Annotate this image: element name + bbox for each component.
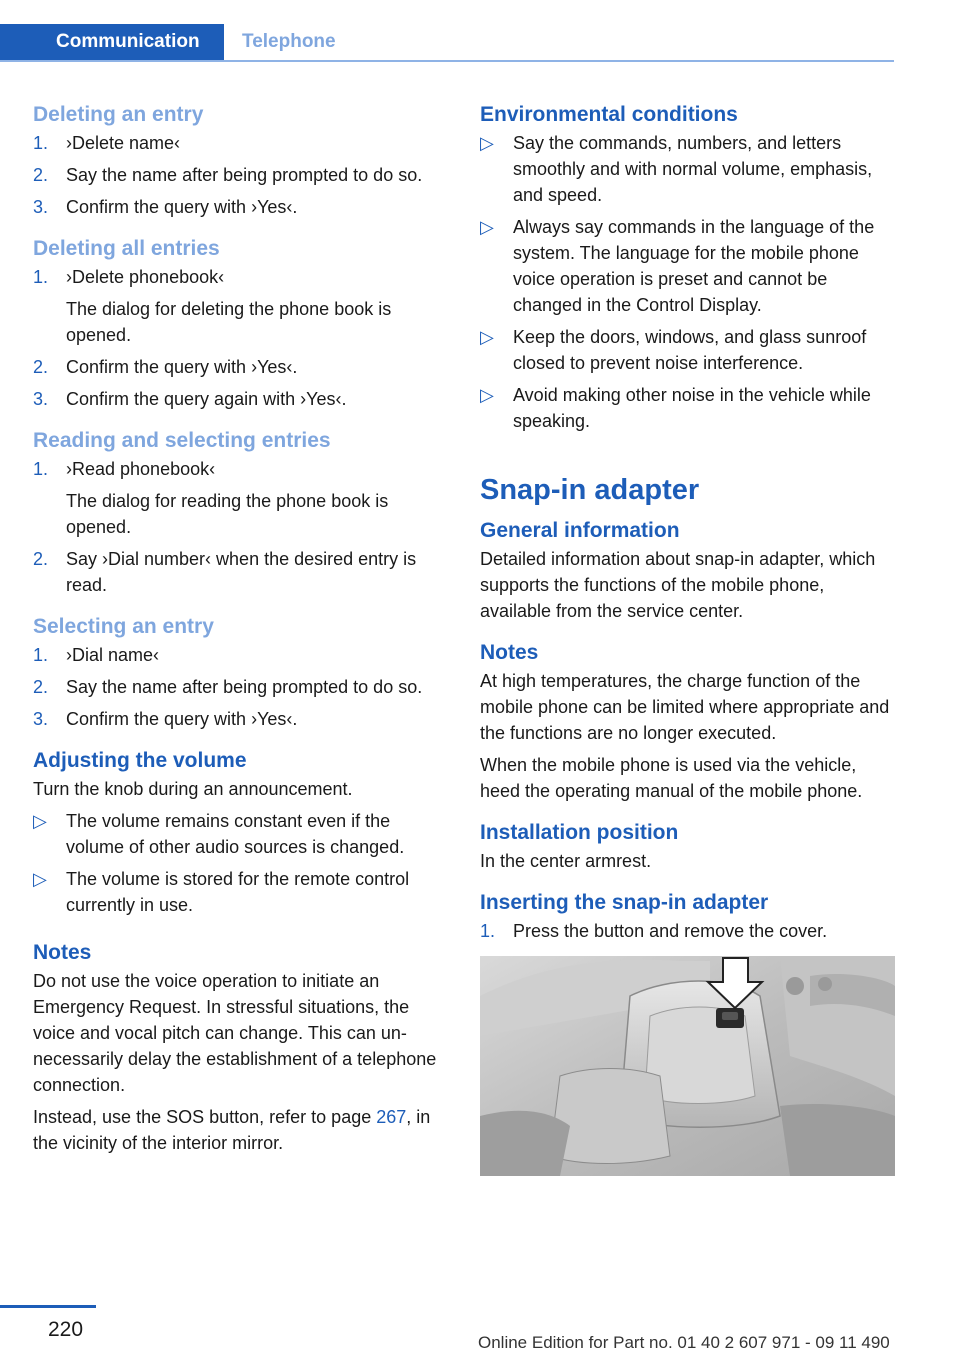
step-number: 1. — [33, 267, 49, 287]
list-item — [33, 674, 451, 700]
list-item — [33, 130, 451, 156]
heading-adjusting-volume: Adjusting the volume — [33, 749, 247, 772]
step-text: ›Delete phonebook‹ — [66, 267, 225, 287]
left-column — [33, 100, 451, 1156]
heading-general-information: General information — [480, 519, 680, 542]
bullet-text: Avoid making other noise in the vehicle while speaking. — [513, 385, 871, 431]
notes-paragraph-2: When the mobile phone is used via the vehicle, heed the operating manual of the mobile phone. — [480, 755, 863, 801]
step-text: Confirm the query again with ›Yes‹. — [66, 389, 347, 409]
heading-selecting-entry: Selecting an entry — [33, 615, 214, 638]
step-subtext: The dialog for reading the phone book is opened. — [66, 491, 389, 537]
list-item — [33, 264, 451, 348]
step-number: 3. — [33, 389, 49, 409]
bullet-text: Say the commands, numbers, and letters smoothly and with normal volume, emphasis, and speed. — [513, 133, 873, 205]
heading-deleting-entry: Deleting an entry — [33, 103, 204, 126]
heading-deleting-all: Deleting all entries — [33, 237, 220, 260]
step-text: Press the button and remove the cover. — [513, 921, 828, 941]
step-text: Confirm the query with ›Yes‹. — [66, 197, 298, 217]
notes-paragraph-1: At high temperatures, the charge function of the mobile phone can be limited where appropriate and the functions are no longer executed. — [480, 671, 890, 743]
notes-text: , in the vicinity of the interior mirror. — [33, 1107, 431, 1153]
heading-environmental-conditions: Environmental conditions — [480, 103, 738, 126]
volume-bullets — [33, 808, 451, 918]
step-number: 2. — [33, 677, 49, 697]
list-item — [33, 706, 451, 732]
bullet-text: Keep the doors, windows, and glass sunroof closed to prevent noise interference. — [513, 327, 867, 373]
list-item — [33, 866, 451, 918]
triangle-bullet-icon: ▷ — [33, 869, 47, 889]
step-text: Confirm the query with ›Yes‹. — [66, 357, 298, 377]
volume-intro: Turn the knob during an announcement. — [33, 779, 353, 799]
step-number: 2. — [33, 357, 49, 377]
edition-text: Online Edition for Part no. 01 40 2 607 971 - 09 11 490 — [478, 1333, 890, 1352]
step-subtext: The dialog for deleting the phone book is opened. — [66, 299, 392, 345]
right-column — [480, 100, 898, 1176]
section-tab-telephone[interactable]: Telephone — [242, 31, 336, 52]
step-number: 1. — [480, 921, 496, 941]
steps-inserting — [480, 918, 898, 944]
steps-selecting — [33, 642, 451, 732]
heading-installation-position: Installation position — [480, 821, 679, 844]
list-item — [33, 386, 451, 412]
list-item — [33, 808, 451, 860]
bullet-text: Always say commands in the language of the system. The language for the mobile phone voice operation is preset and cannot be changed in the Control Display. — [513, 217, 875, 315]
steps-deleting-entry — [33, 130, 451, 220]
list-item — [33, 642, 451, 668]
section-tab-communication[interactable]: Communication — [0, 24, 224, 60]
triangle-bullet-icon: ▷ — [33, 811, 47, 831]
step-number: 1. — [33, 459, 49, 479]
heading-notes-right: Notes — [480, 641, 539, 664]
list-item — [33, 546, 451, 598]
heading-reading-entries: Reading and selecting entries — [33, 429, 331, 452]
installation-text: In the center armrest. — [480, 851, 652, 871]
list-item — [33, 162, 451, 188]
list-item — [480, 324, 898, 376]
list-item — [480, 214, 898, 318]
notes-paragraph-2 — [33, 1104, 451, 1156]
step-text: ›Dial name‹ — [66, 645, 160, 665]
steps-deleting-all — [33, 264, 451, 412]
triangle-bullet-icon: ▷ — [480, 217, 494, 237]
header-rule — [0, 60, 894, 62]
step-number: 3. — [33, 709, 49, 729]
armrest-photo — [480, 956, 895, 1176]
list-item — [33, 456, 451, 540]
list-item — [480, 382, 898, 434]
triangle-bullet-icon: ▷ — [480, 327, 494, 347]
environment-bullets — [480, 130, 898, 434]
page-number: 220 — [48, 1318, 84, 1341]
footer-bar — [0, 1305, 96, 1308]
triangle-bullet-icon: ▷ — [480, 385, 494, 405]
page-reference-link[interactable]: 267 — [376, 1107, 407, 1127]
triangle-bullet-icon: ▷ — [480, 133, 494, 153]
list-item — [480, 130, 898, 208]
step-text: ›Delete name‹ — [66, 133, 181, 153]
page-header — [0, 24, 894, 62]
bullet-text: The volume is stored for the remote control currently in use. — [66, 869, 410, 915]
list-item — [33, 354, 451, 380]
step-text: ›Read phonebook‹ — [66, 459, 216, 479]
step-number: 2. — [33, 549, 49, 569]
list-item — [480, 918, 898, 944]
step-number: 3. — [33, 197, 49, 217]
step-text: Say ›Dial number‹ when the desired entry is read. — [66, 549, 417, 595]
step-text: Confirm the query with ›Yes‹. — [66, 709, 298, 729]
step-number: 1. — [33, 133, 49, 153]
step-number: 1. — [33, 645, 49, 665]
step-text: Say the name after being prompted to do so. — [66, 165, 423, 185]
heading-inserting-adapter: Inserting the snap-in adapter — [480, 891, 769, 914]
notes-paragraph-1: Do not use the voice operation to initiate an Emergency Request. In stressful situations, the voice and vocal pitch can change. This can unnecessarily delay the establishment of a telephone connection. — [33, 971, 437, 1095]
bullet-text: The volume remains constant even if the volume of other audio sources is changed. — [66, 811, 405, 857]
heading-snap-in-adapter: Snap-in adapter — [480, 474, 700, 506]
notes-text: Instead, use the SOS button, refer to page — [33, 1107, 377, 1127]
step-number: 2. — [33, 165, 49, 185]
general-information-text: Detailed information about snap-in adapter, which supports the functions of the mobile phone, available from the service center. — [480, 549, 876, 621]
heading-notes-left: Notes — [33, 941, 92, 964]
step-text: Say the name after being prompted to do so. — [66, 677, 423, 697]
steps-reading — [33, 456, 451, 598]
list-item — [33, 194, 451, 220]
